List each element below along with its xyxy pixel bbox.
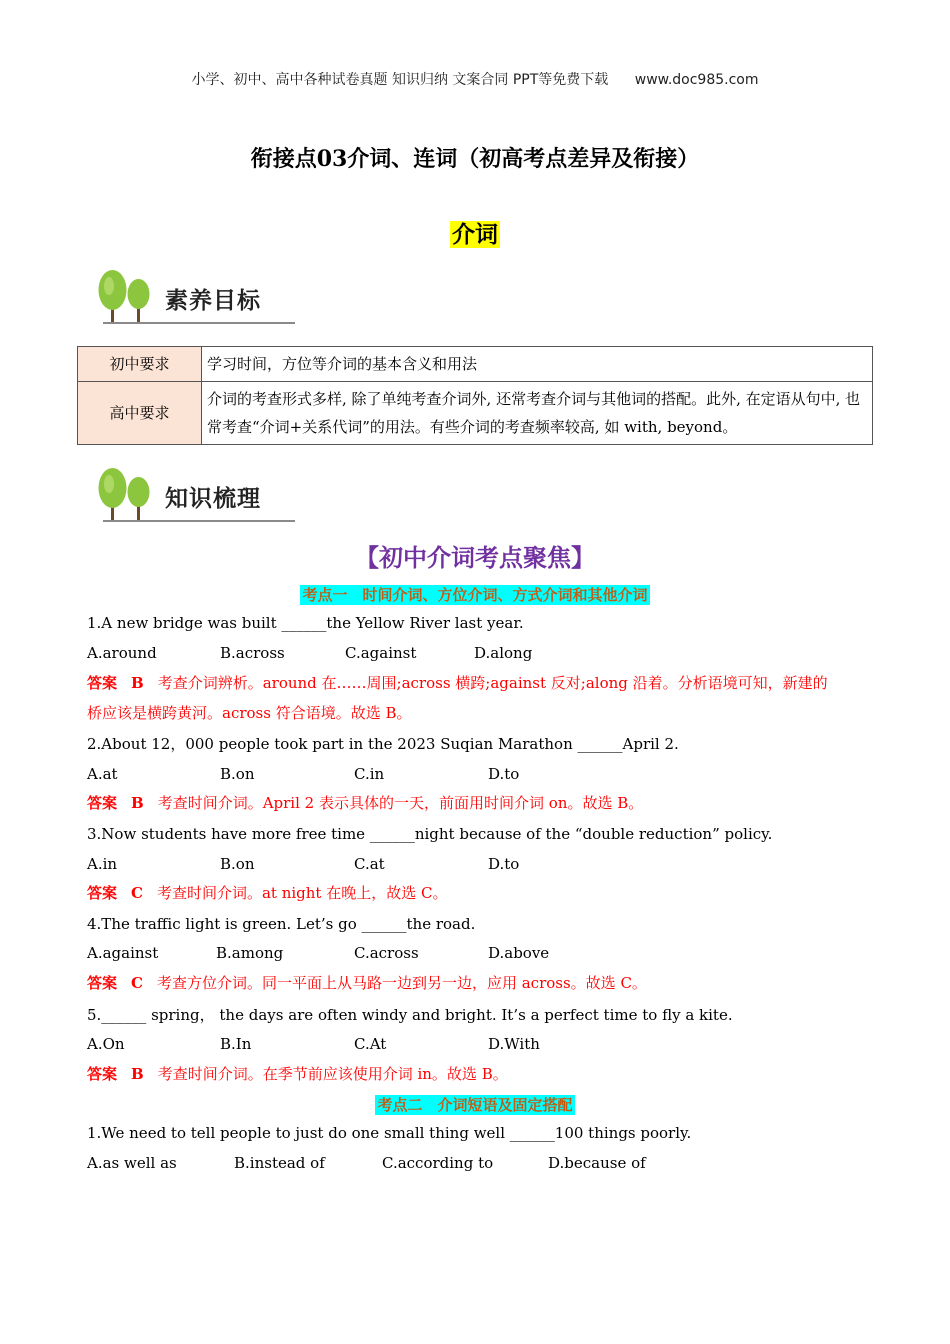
option: D.along <box>474 644 533 662</box>
option: B.on <box>220 765 255 783</box>
answer-line <box>87 1064 508 1084</box>
option: B.instead of <box>234 1154 325 1172</box>
option: C.according to <box>382 1154 494 1172</box>
answer-explanation-cont: 桥应该是横跨黄河。across 符合语境。故选 B。 <box>87 704 412 722</box>
tree-icon <box>95 268 157 328</box>
option: A.at <box>87 765 118 783</box>
row-text: 学习时间，方位等介词的基本含义和用法 <box>202 347 873 382</box>
answer-key: B <box>131 1065 144 1083</box>
subtitle <box>0 216 950 249</box>
answer-label: 答案 <box>87 794 118 812</box>
knowledge-banner <box>95 466 305 526</box>
option: D.to <box>488 765 520 783</box>
answer-key: C <box>131 884 143 902</box>
answer-key: B <box>131 674 144 692</box>
option: C.at <box>354 855 385 873</box>
banner-underline <box>103 322 295 324</box>
answer-explanation: 考查时间介词。April 2 表示具体的一天，前面用时间介词 on。故选 B。 <box>157 794 644 812</box>
option: A.in <box>87 855 118 873</box>
answer-line <box>87 883 447 903</box>
section-title: 【初中介词考点聚焦】 <box>355 543 595 572</box>
row-text: 介词的考查形式多样, 除了单纯考查介词外, 还常考查介词与其他词的搭配。此外, 在定语从句中, 也常考查“介词+关系代词”的用法。有些介词的考查频率较高, 如 with, beyond。 <box>202 382 873 445</box>
answer-explanation: 考查时间介词。at night 在晚上，故选 C。 <box>156 884 448 902</box>
option: A.as well as <box>87 1154 177 1172</box>
knowledge-banner-label: 知识梳理 <box>165 486 261 512</box>
header-url[interactable]: www.doc985.com <box>634 72 759 88</box>
table-row <box>78 347 873 382</box>
option: D.to <box>488 855 520 873</box>
option: C.At <box>354 1035 387 1053</box>
answer-explanation: 考查方位介词。同一平面上从马路一边到另一边，应用 across。故选 C。 <box>156 974 647 992</box>
option: C.against <box>345 644 417 662</box>
option: C.in <box>354 765 385 783</box>
answer-label: 答案 <box>87 974 118 992</box>
answer-label: 答案 <box>87 884 118 902</box>
question-stem: 4.The traffic light is green. Let’s go ______the road. <box>87 915 476 933</box>
tree-icon <box>95 466 157 526</box>
option: A.around <box>87 644 157 662</box>
kaodian-2-heading <box>0 1094 950 1115</box>
option: A.On <box>87 1035 125 1053</box>
option: B.across <box>220 644 285 662</box>
answer-explanation: 考查介词辨析。around 在……周围;across 横跨;against 反对;along 沿着。分析语境可知，新建的 <box>157 674 828 692</box>
goals-banner-label: 素养目标 <box>165 288 261 314</box>
option: B.among <box>216 944 284 962</box>
answer-line <box>87 973 647 993</box>
kaodian-1-heading <box>0 584 950 605</box>
kaodian-2-text: 考点二 介词短语及固定搭配 <box>377 1096 573 1114</box>
page-title: 衔接点03介词、连词（初高考点差异及衔接） <box>250 146 700 172</box>
option: B.In <box>220 1035 252 1053</box>
option: D.above <box>488 944 550 962</box>
question-stem: 1.We need to tell people to just do one small thing well ______100 things poorly. <box>87 1124 692 1142</box>
page-header <box>0 69 950 89</box>
kaodian-1-text: 考点一 时间介词、方位介词、方式介词和其他介词 <box>302 586 648 604</box>
subtitle-text: 介词 <box>452 221 498 248</box>
option: D.With <box>488 1035 540 1053</box>
goals-banner <box>95 268 305 328</box>
answer-label: 答案 <box>87 1065 118 1083</box>
option: A.against <box>87 944 159 962</box>
answer-explanation: 考查时间介词。在季节前应该使用介词 in。故选 B。 <box>157 1065 508 1083</box>
header-text: 小学、初中、高中各种试卷真题 知识归纳 文案合同 PPT等免费下载 <box>191 72 609 88</box>
question-stem: 3.Now students have more free time ______night because of the “double reduction” policy. <box>87 825 773 843</box>
option: D.because of <box>548 1154 646 1172</box>
option: C.across <box>354 944 419 962</box>
row-label: 高中要求 <box>78 382 202 445</box>
table-row <box>78 382 873 445</box>
answer-line <box>87 793 643 813</box>
option: B.on <box>220 855 255 873</box>
banner-underline <box>103 520 295 522</box>
answer-key: C <box>131 974 143 992</box>
requirements-table <box>77 346 873 445</box>
question-stem: 1.A new bridge was built ______the Yellow River last year. <box>87 614 524 632</box>
answer-key: B <box>131 794 144 812</box>
answer-line <box>87 673 828 693</box>
row-label: 初中要求 <box>78 347 202 382</box>
question-stem: 5.______ spring， the days are often windy and bright. It’s a perfect time to fly a kite. <box>87 1006 733 1024</box>
answer-label: 答案 <box>87 674 118 692</box>
question-stem: 2.About 12，000 people took part in the 2023 Suqian Marathon ______April 2. <box>87 735 679 753</box>
